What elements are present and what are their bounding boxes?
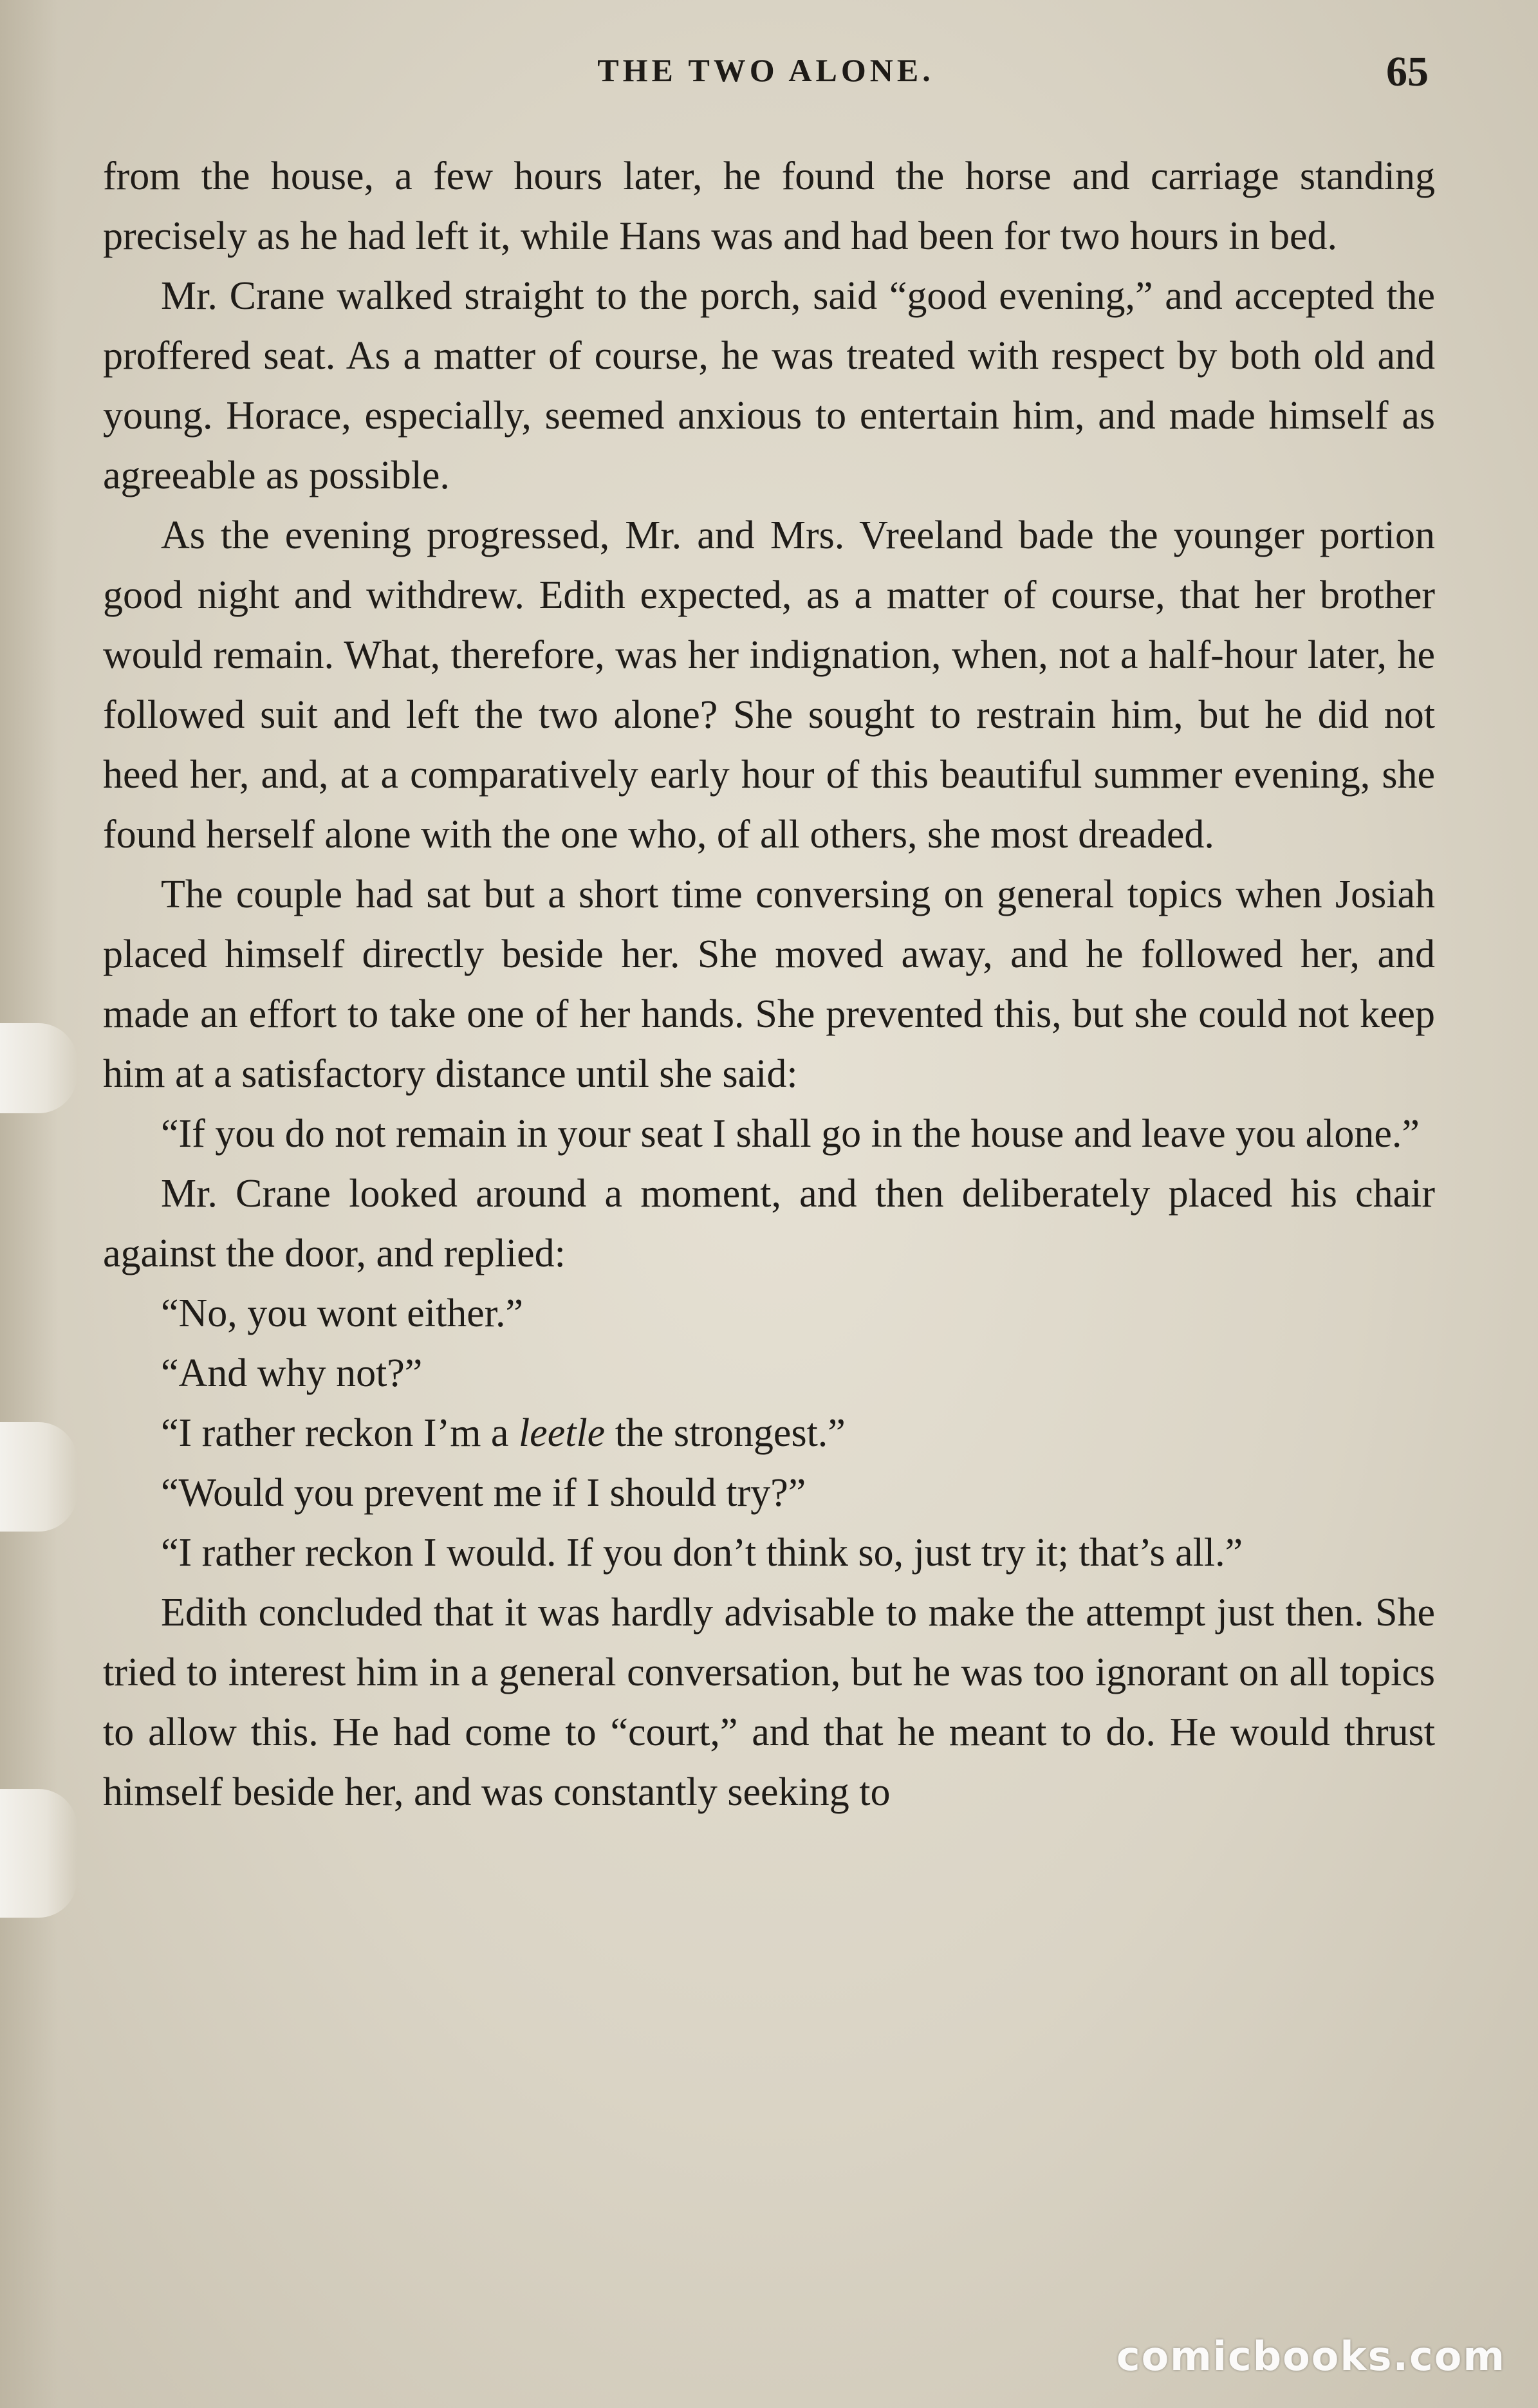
paragraph: “Would you prevent me if I should try?” bbox=[161, 1471, 806, 1515]
paragraph: from the house, a few hours later, he found the horse and carriage standing precisely as he had left it, while Hans was and had been for two hours in bed. bbox=[103, 154, 1435, 258]
paragraph: As the evening progressed, Mr. and Mrs. Vreeland bade the younger portion good night and withdrew. Edith expected, as a matter of course, that her brother would remain. What, therefore, was her indignation, when, not a half-hour later, he followed suit and left the two alone? She sought to restrain him, but he did not heed her, and, at a comparatively early hour of this beautiful summer evening, she found herself alone with the one who, of all others, she most dreaded. bbox=[103, 514, 1435, 857]
paragraph: “No, you wont either.” bbox=[161, 1292, 524, 1335]
page-edge-shadow bbox=[0, 0, 58, 2408]
paragraph: Mr. Crane looked around a moment, and then deliberately placed his chair against the door, and replied: bbox=[103, 1172, 1435, 1275]
paragraph: Edith concluded that it was hardly advisable to make the attempt just then. She tried to interest him in a general conversation, but he was too ignorant on all topics to allow this. He had come to “court,” and that he meant to do. He would thrust himself beside her, and was constantly seeking to bbox=[103, 1591, 1435, 1814]
text-run: the strongest.” bbox=[605, 1411, 846, 1455]
watermark: comicbooks.com bbox=[1116, 2333, 1506, 2380]
running-head: THE TWO ALONE. bbox=[597, 52, 934, 88]
paragraph bbox=[103, 1403, 1435, 1463]
paragraph: “I rather reckon I would. If you don’t think so, just try it; that’s all.” bbox=[161, 1531, 1243, 1575]
page-tear bbox=[0, 1023, 77, 1113]
page-tear bbox=[0, 1422, 77, 1532]
paragraph: “And why not?” bbox=[161, 1351, 423, 1395]
paragraph: “If you do not remain in your seat I shall go in the house and leave you alone.” bbox=[161, 1112, 1420, 1156]
page-header bbox=[103, 48, 1429, 103]
paragraph: The couple had sat but a short time conversing on general topics when Josiah placed himself directly beside her. She moved away, and he followed her, and made an effort to take one of her hands. She prevented this, but she could not keep him at a satisfactory distance until she said: bbox=[103, 873, 1435, 1096]
paragraph: Mr. Crane walked straight to the porch, said “good evening,” and accepted the proffered seat. As a matter of course, he was treated with respect by both old and young. Horace, especially, seemed anxious to entertain him, and made himself as agreeable as possible. bbox=[103, 274, 1435, 497]
page-tear bbox=[0, 1789, 77, 1918]
text-run: “I rather reckon I’m a bbox=[161, 1411, 519, 1455]
body-text bbox=[103, 147, 1435, 1822]
italic-word: leetle bbox=[518, 1411, 606, 1455]
page-number: 65 bbox=[1386, 48, 1429, 95]
